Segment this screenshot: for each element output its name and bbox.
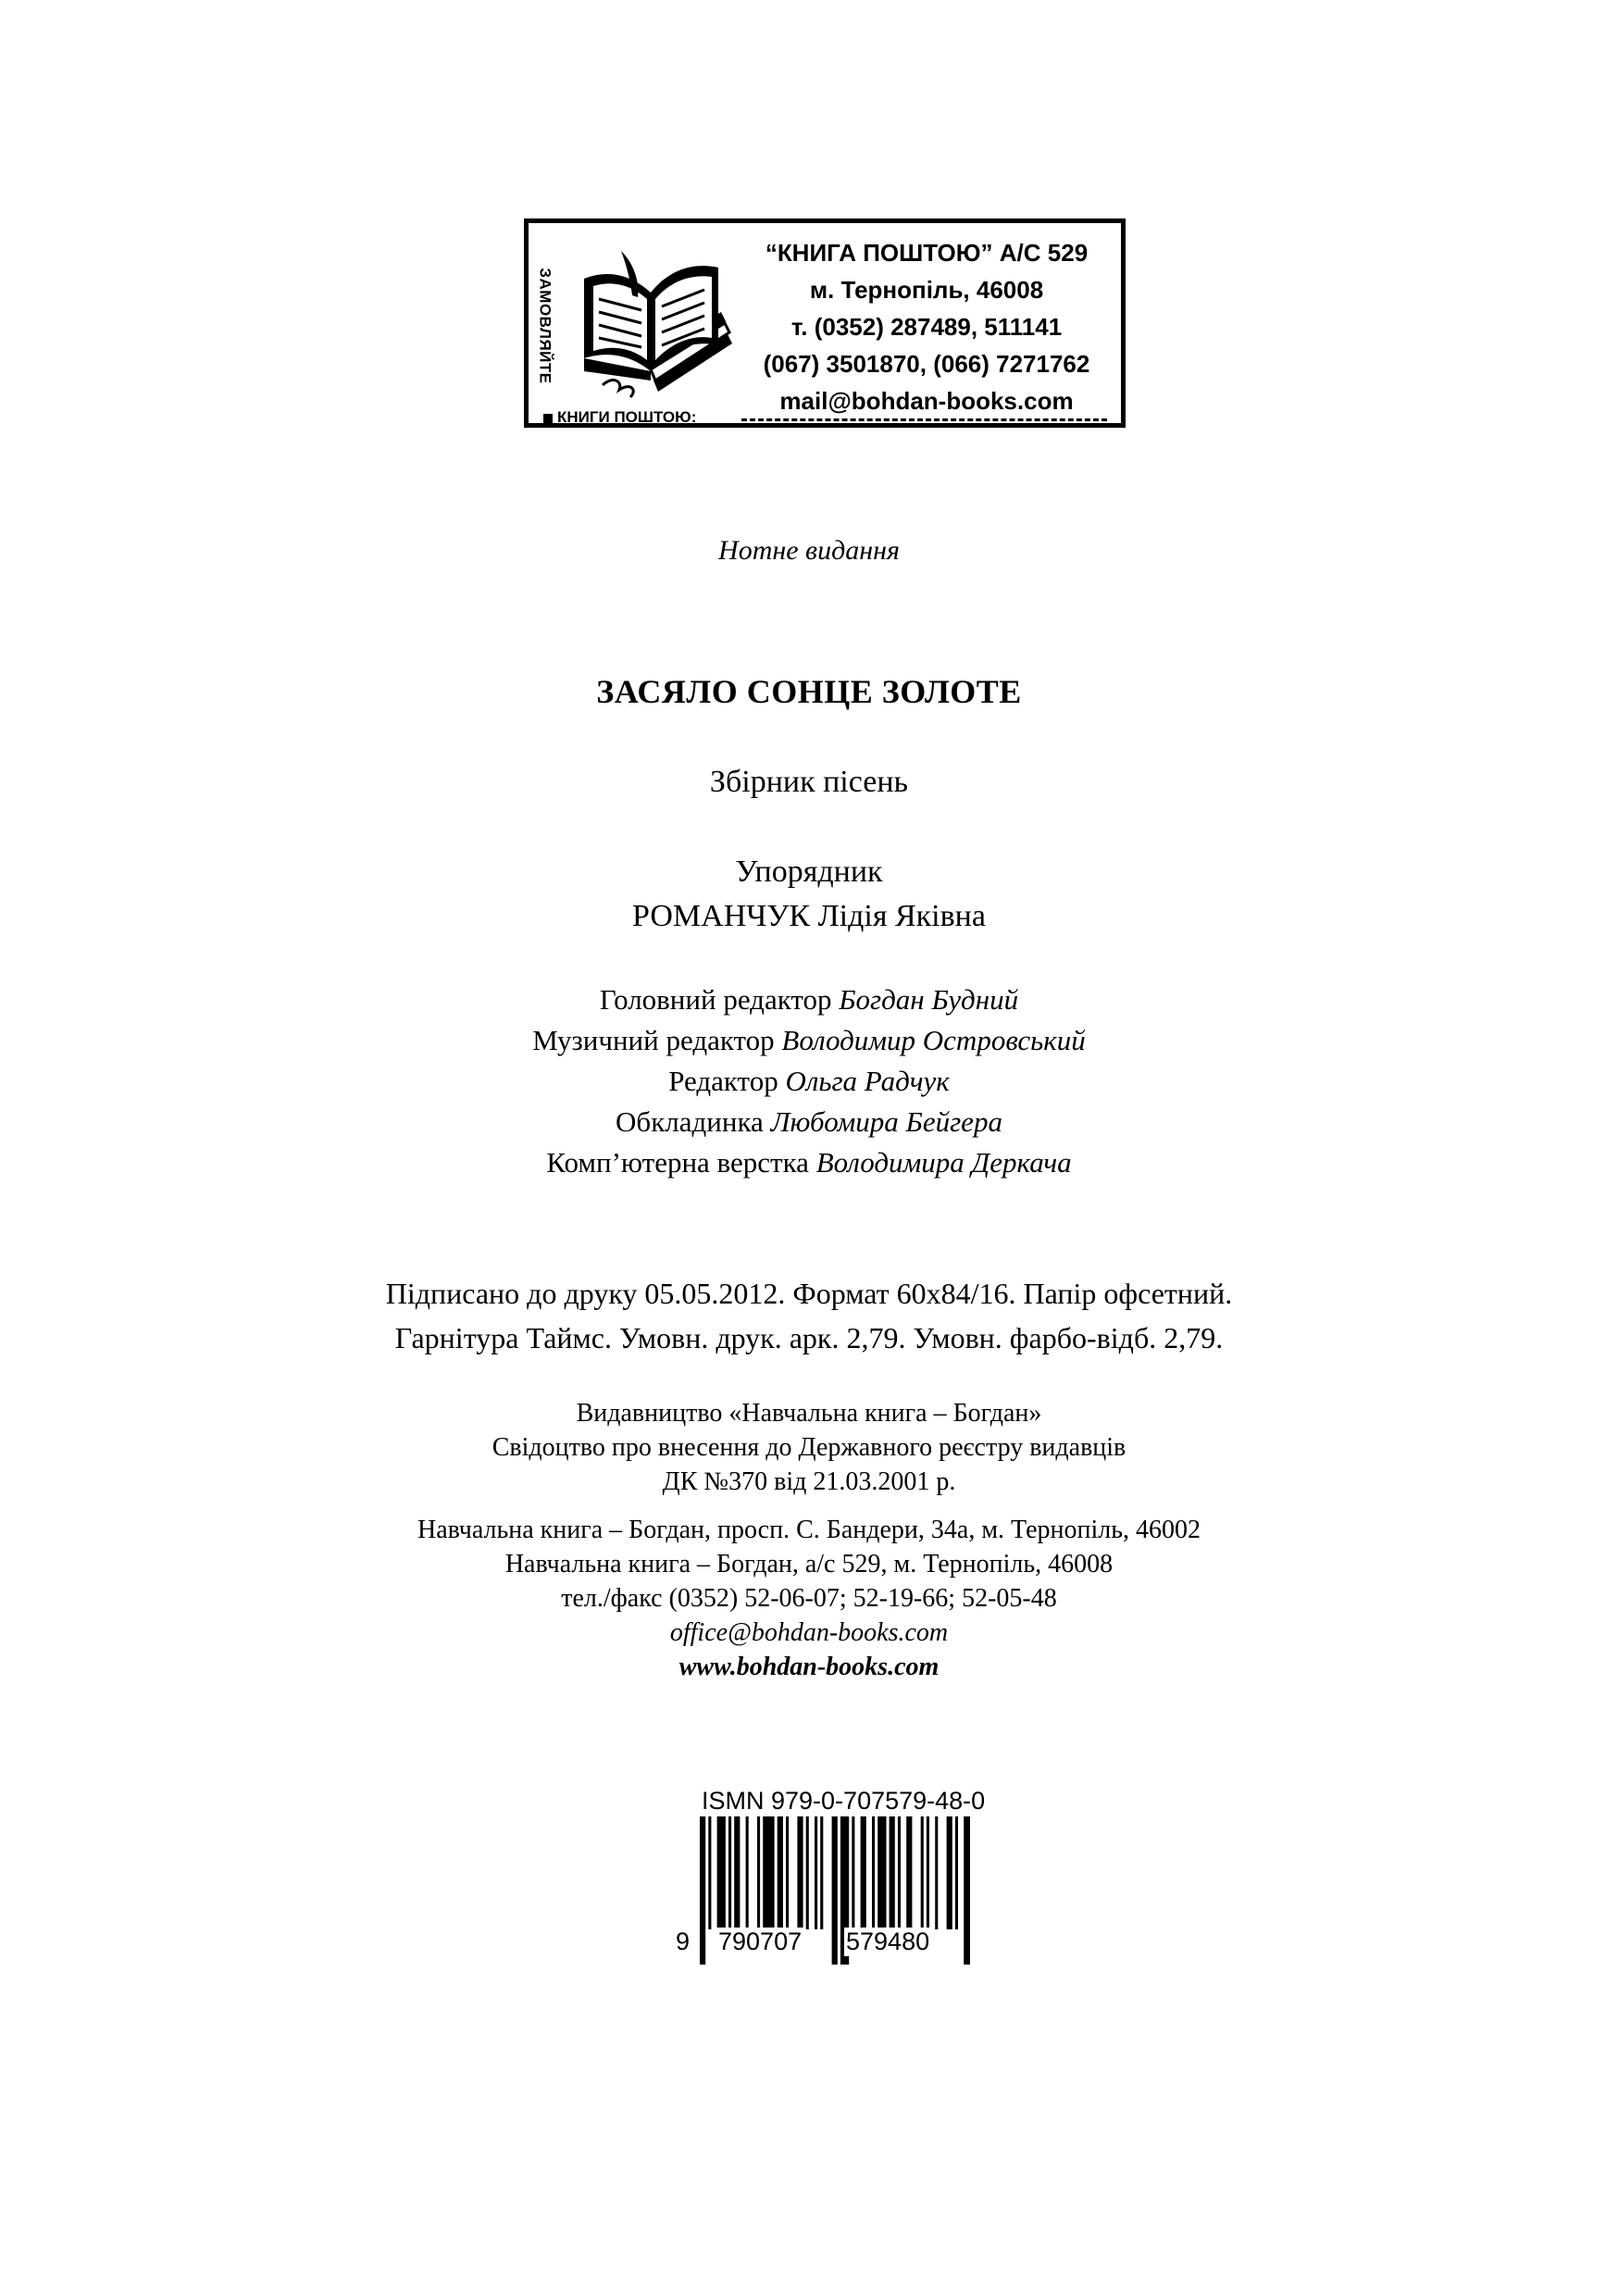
barcode-bar bbox=[935, 1816, 938, 1929]
email-link[interactable]: office@bohdan-books.com bbox=[669, 1618, 949, 1647]
barcode-bar bbox=[700, 1816, 705, 1965]
barcode-bar bbox=[734, 1816, 740, 1929]
barcode-bar bbox=[746, 1816, 749, 1929]
barcode-bar bbox=[832, 1816, 838, 1965]
book-title: ЗАСЯЛО СОНЦЕ ЗОЛОТЕ bbox=[596, 673, 1022, 710]
barcode-bar bbox=[757, 1816, 760, 1929]
ad-contact-lines bbox=[732, 234, 1121, 419]
barcode-bar bbox=[927, 1816, 929, 1929]
barcode-bar bbox=[921, 1816, 924, 1929]
address-line: Навчальна книга – Богдан, просп. С. Бандери, 34а, м. Тернопіль, 46002 bbox=[417, 1516, 1201, 1544]
barcode-bar bbox=[906, 1816, 912, 1929]
square-bullet-icon bbox=[543, 414, 553, 423]
publisher-line: Свідоцтво про внесення до Державного реєстру видавців bbox=[492, 1433, 1126, 1462]
ad-dashed-line bbox=[741, 418, 1107, 421]
edition-type: Нотне видання bbox=[718, 535, 900, 566]
publisher-info bbox=[0, 1396, 1618, 1499]
print-info-line: Гарнітура Таймс. Умовн. друк. арк. 2,79. Умовн. фарбо-відб. 2,79. bbox=[394, 1321, 1224, 1354]
print-info-line: Підписано до друку 05.05.2012. Формат 60х84/16. Папір офсетний. bbox=[385, 1277, 1233, 1310]
barcode-bar bbox=[890, 1816, 895, 1929]
barcode-bar bbox=[806, 1816, 809, 1929]
barcode-bar bbox=[708, 1816, 711, 1929]
barcode-bar bbox=[955, 1816, 958, 1929]
credit-line: Головний редактор Богдан Будний bbox=[599, 983, 1019, 1016]
ad-line: “КНИГА ПОШТОЮ” А/С 529 bbox=[765, 239, 1089, 267]
book-subtitle: Збірник пісень bbox=[709, 765, 909, 799]
credits bbox=[0, 980, 1618, 1183]
barcode-bar bbox=[872, 1816, 875, 1929]
barcode-bar bbox=[947, 1816, 952, 1929]
ad-side-text: ЗАМОВЛЯЙТЕ bbox=[537, 267, 555, 384]
ad-bottom-text: КНИГИ ПОШТОЮ: bbox=[543, 408, 696, 427]
address-line: Навчальна книга – Богдан, а/с 529, м. Тернопіль, 46008 bbox=[504, 1550, 1114, 1578]
barcode-bar bbox=[763, 1816, 774, 1929]
barcode-bar bbox=[861, 1816, 866, 1929]
credit-line: Редактор Ольга Радчук bbox=[668, 1065, 950, 1097]
ad-line: м. Тернопіль, 46008 bbox=[809, 276, 1044, 304]
barcode-group-left: 790707 bbox=[718, 1928, 803, 1955]
publisher-addresses bbox=[0, 1513, 1618, 1684]
website-link[interactable]: www.bohdan-books.com bbox=[678, 1653, 940, 1681]
barcode-bar bbox=[898, 1816, 901, 1929]
phone-line: тел./факс (0352) 52-06-07; 52-19-66; 52-05-48 bbox=[561, 1584, 1057, 1613]
open-book-icon bbox=[566, 242, 741, 404]
barcode-bar bbox=[964, 1816, 970, 1965]
ad-email[interactable]: mail@bohdan-books.com bbox=[779, 387, 1074, 415]
ad-line: (067) 3501870, (066) 7271762 bbox=[763, 350, 1090, 378]
ismn-label: ISMN 979-0-707579-48-0 bbox=[702, 1787, 986, 1815]
barcode-bar bbox=[778, 1816, 783, 1929]
barcode-bar bbox=[728, 1816, 731, 1929]
publisher-line: ДК №370 від 21.03.2001 р. bbox=[662, 1467, 956, 1496]
publisher-line: Видавництво «Навчальна книга – Богдан» bbox=[576, 1399, 1042, 1428]
barcode-bar bbox=[797, 1816, 803, 1929]
barcode-bar bbox=[786, 1816, 789, 1929]
barcode-bar bbox=[820, 1816, 823, 1929]
book-by-mail-ad bbox=[524, 218, 1126, 428]
barcode-digit-first: 9 bbox=[676, 1928, 691, 1955]
barcode-bar bbox=[877, 1816, 886, 1929]
compiler-name: РОМАНЧУК Лідія Яківна bbox=[632, 899, 986, 933]
barcode-bar bbox=[852, 1816, 854, 1929]
barcode-bar bbox=[717, 1816, 726, 1929]
compiler-label: Упорядник bbox=[735, 855, 883, 889]
ad-line: т. (0352) 287489, 511141 bbox=[790, 313, 1063, 341]
credit-line: Комп’ютерна верстка Володимира Деркача bbox=[546, 1146, 1072, 1179]
credit-line: Музичний редактор Володимир Островський bbox=[532, 1024, 1086, 1056]
barcode-bar bbox=[815, 1816, 817, 1929]
print-info bbox=[0, 1271, 1618, 1360]
credit-line: Обкладинка Любомира Бейгера bbox=[616, 1105, 1002, 1138]
barcode-group-right: 579480 bbox=[846, 1928, 930, 1955]
